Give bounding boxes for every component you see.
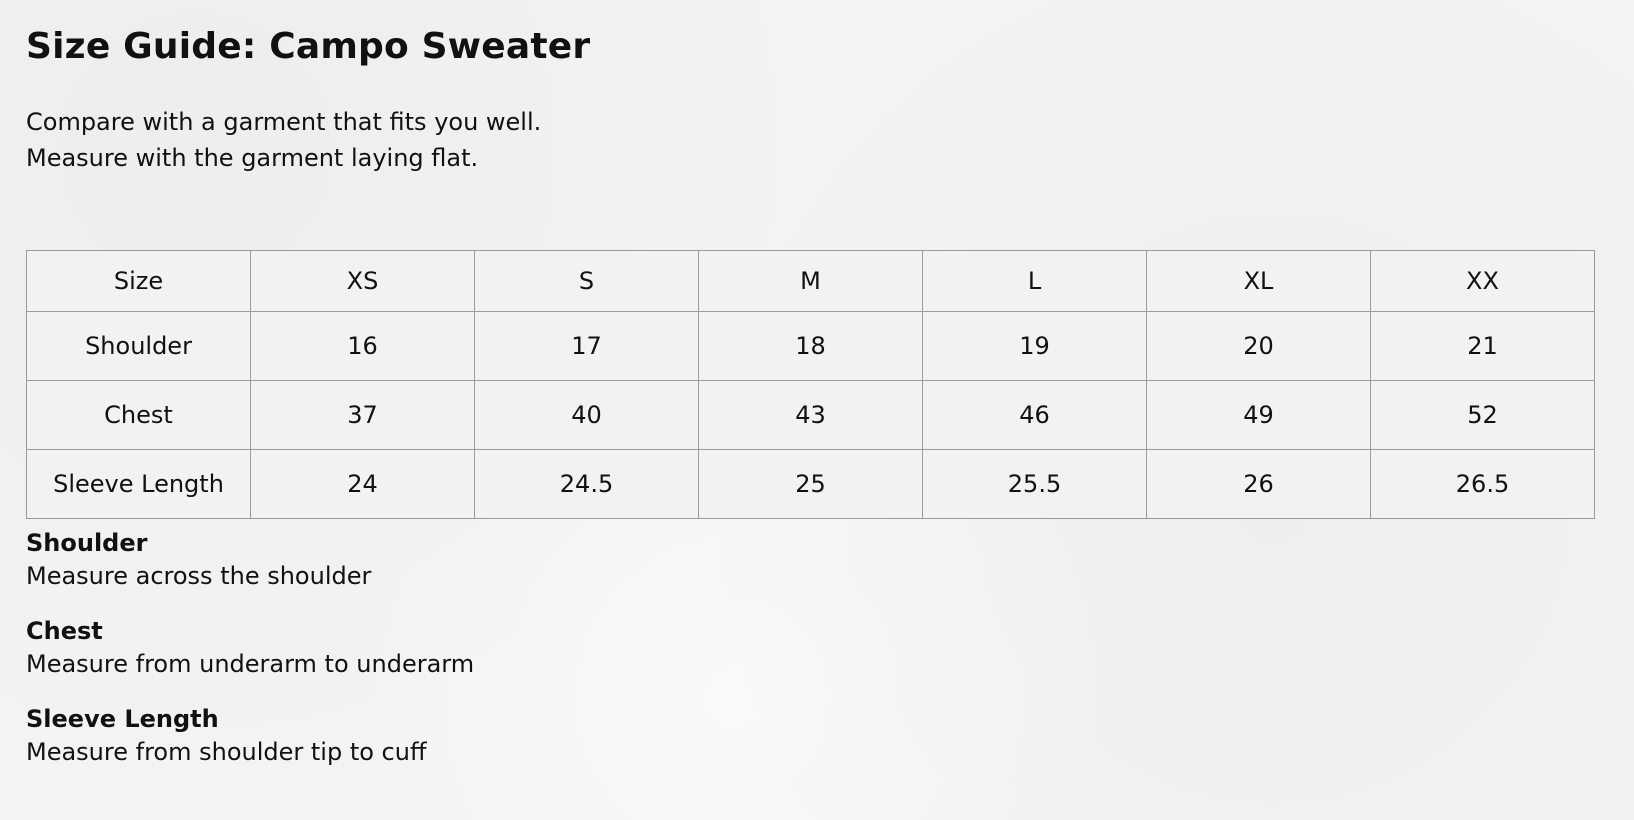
table-cell: 17 <box>475 312 699 381</box>
header-cell-xl: XL <box>1147 251 1371 312</box>
measure-item-sleeve-length <box>26 704 474 770</box>
row-label-sleeve-length: Sleeve Length <box>27 450 251 519</box>
table-cell: 40 <box>475 381 699 450</box>
table-row <box>27 450 1595 519</box>
table-cell: 43 <box>699 381 923 450</box>
table-cell: 49 <box>1147 381 1371 450</box>
row-label-chest: Chest <box>27 381 251 450</box>
page-title: Size Guide: Campo Sweater <box>26 26 591 67</box>
row-label-shoulder: Shoulder <box>27 312 251 381</box>
header-cell-xx: XX <box>1371 251 1595 312</box>
measure-title: Chest <box>26 617 103 645</box>
measure-description: Measure from underarm to underarm <box>26 650 475 678</box>
measurement-instructions <box>26 528 474 792</box>
header-cell-size: Size <box>27 251 251 312</box>
measure-description: Measure across the shoulder <box>26 562 372 590</box>
intro-line-2: Measure with the garment laying flat. <box>26 144 479 172</box>
header-cell-xs: XS <box>251 251 475 312</box>
measure-title: Shoulder <box>26 529 148 557</box>
table-cell: 26 <box>1147 450 1371 519</box>
table-cell: 18 <box>699 312 923 381</box>
measure-item-shoulder <box>26 528 474 594</box>
table-cell: 21 <box>1371 312 1595 381</box>
measure-description: Measure from shoulder tip to cuff <box>26 738 427 766</box>
table-cell: 16 <box>251 312 475 381</box>
measure-item-chest <box>26 616 474 682</box>
table-cell: 26.5 <box>1371 450 1595 519</box>
table-row <box>27 312 1595 381</box>
size-table <box>26 250 1595 519</box>
header-cell-s: S <box>475 251 699 312</box>
table-cell: 19 <box>923 312 1147 381</box>
table-row <box>27 381 1595 450</box>
header-cell-l: L <box>923 251 1147 312</box>
table-cell: 24.5 <box>475 450 699 519</box>
table-cell: 24 <box>251 450 475 519</box>
table-cell: 25 <box>699 450 923 519</box>
table-cell: 25.5 <box>923 450 1147 519</box>
table-cell: 52 <box>1371 381 1595 450</box>
intro-line-1: Compare with a garment that fits you well. <box>26 108 542 136</box>
table-cell: 37 <box>251 381 475 450</box>
header-cell-m: M <box>699 251 923 312</box>
measure-title: Sleeve Length <box>26 705 219 733</box>
intro-text <box>26 104 541 176</box>
table-cell: 20 <box>1147 312 1371 381</box>
table-header-row <box>27 251 1595 312</box>
table-cell: 46 <box>923 381 1147 450</box>
